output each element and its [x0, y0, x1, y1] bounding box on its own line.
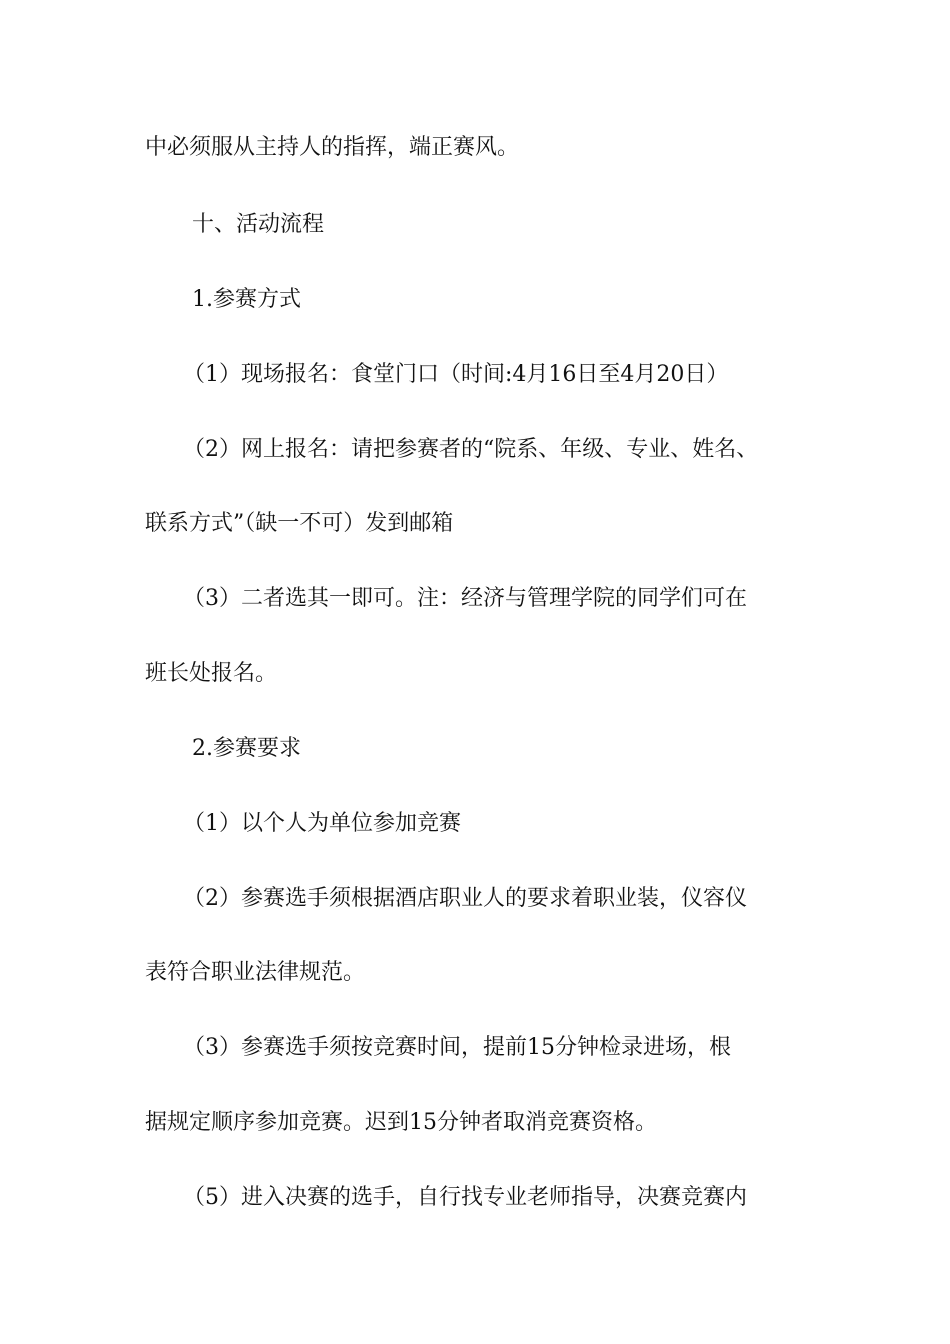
paragraph-line: 中必须服从主持人的指挥，端正赛风。 [145, 135, 520, 160]
list-item: （2）参赛选手须根据酒店职业人的要求着职业装，仪容仪 [183, 886, 747, 911]
paragraph-line: 据规定顺序参加竞赛。迟到15分钟者取消竞赛资格。 [145, 1110, 657, 1135]
paragraph-line: 联系方式”（缺一不可）发到邮箱 [145, 511, 454, 536]
subsection-heading: 2.参赛要求 [192, 736, 301, 761]
paragraph-line: 班长处报名。 [145, 661, 278, 686]
list-item: （3）参赛选手须按竞赛时间，提前15分钟检录进场，根 [183, 1035, 731, 1060]
list-item: （2）网上报名：请把参赛者的“院系、年级、专业、姓名、 [183, 437, 759, 462]
section-heading: 十、活动流程 [192, 212, 325, 237]
paragraph-line: 表符合职业法律规范。 [145, 960, 366, 985]
list-item: （1）以个人为单位参加竞赛 [183, 811, 461, 836]
list-item: （1）现场报名：食堂门口（时间:4月16日至4月20日） [183, 362, 729, 387]
list-item: （3）二者选其一即可。注：经济与管理学院的同学们可在 [183, 586, 747, 611]
list-item: （5）进入决赛的选手，自行找专业老师指导，决赛竞赛内 [183, 1185, 747, 1210]
subsection-heading: 1.参赛方式 [192, 287, 301, 312]
